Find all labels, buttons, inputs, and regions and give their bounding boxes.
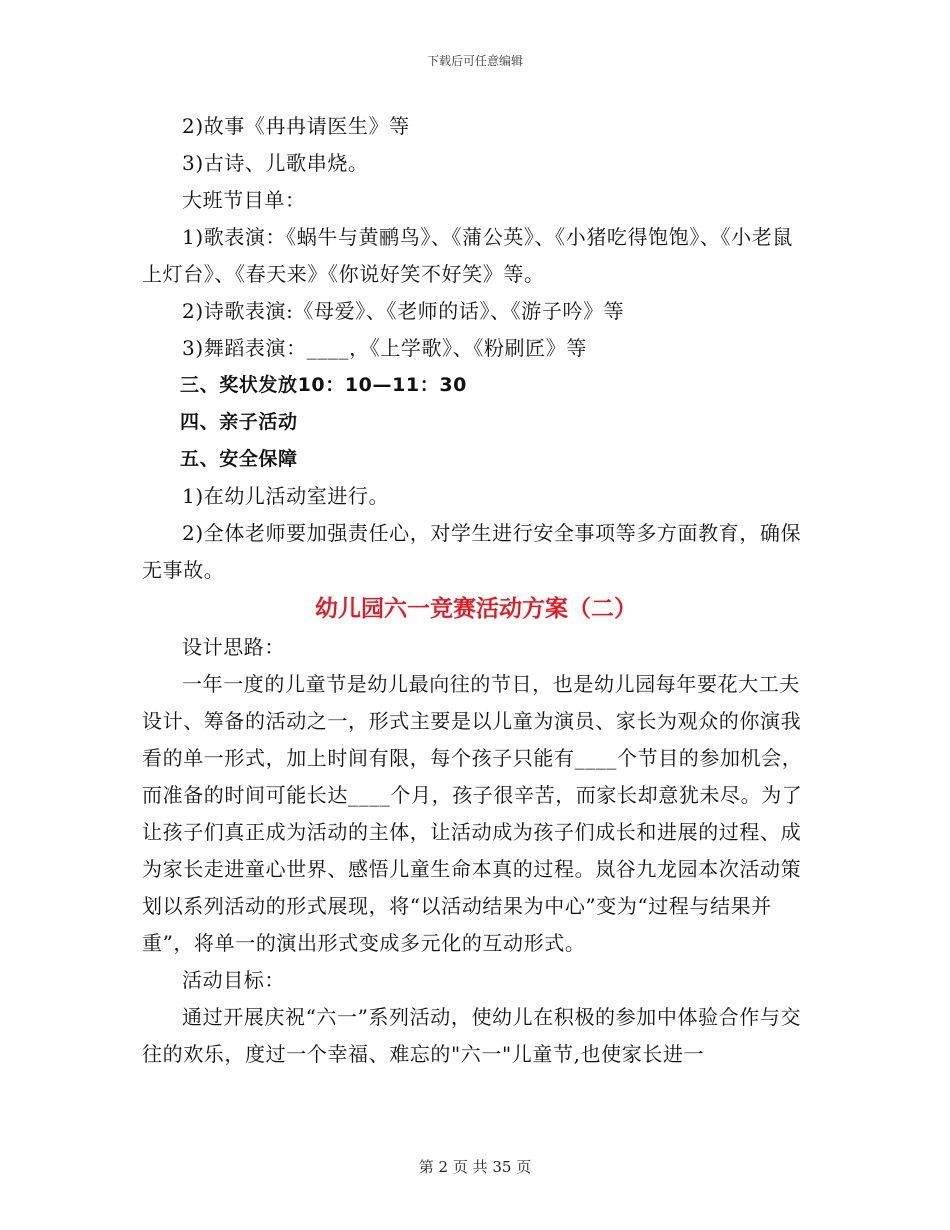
section-heading-awards: 三、奖状发放10：10—11：30 [180, 374, 467, 396]
paragraph-goals-label: 活动目标： [182, 968, 285, 992]
paragraph-design-idea-label: 设计思路： [182, 635, 285, 659]
document-title: 幼儿园六一竞赛活动方案（二） [315, 596, 637, 622]
paragraph-dance-performance: 3)舞蹈表演：____，《上学歌》、《粉刷匠》等 [182, 336, 587, 360]
paragraph-teacher-responsibility: 2)全体老师要加强责任心，对学生进行安全事项等多方面教育，确保无事故。 [142, 521, 802, 582]
section-heading-safety: 五、安全保障 [180, 448, 298, 470]
paragraph-senior-class-program: 大班节目单： [182, 188, 306, 212]
section-heading-parent-child: 四、亲子活动 [180, 411, 298, 433]
paragraph-song-performance: 1)歌表演：《蜗牛与黄鹂鸟》、《蒲公英》、《小猪吃得饱饱》、《小老鼠上灯台》、《春天来》《你说好笑不好笑》等。 [142, 225, 793, 286]
paragraph-venue: 1)在幼儿活动室进行。 [182, 484, 390, 508]
paragraph-poetry-performance: 2)诗歌表演:《母爱》、《老师的话》、《游子吟》等 [182, 299, 625, 323]
paragraph-story: 2)故事《冉冉请医生》等 [182, 114, 410, 138]
document-body [142, 108, 810, 1073]
paragraph-poems: 3)古诗、儿歌串烧。 [182, 151, 369, 175]
page-header-note: 下载后可任意编辑 [426, 54, 523, 68]
page-number-footer: 第 2 页 共 35 页 [418, 1158, 532, 1176]
paragraph-goals: 通过开展庆祝“六一”系列活动，使幼儿在积极的参加中体验合作与交往的欢乐，度过一个幸福、难忘的"六一"儿童节,也使家长进一 [142, 1005, 802, 1066]
paragraph-design-idea: 一年一度的儿童节是幼儿最向往的节日，也是幼儿园每年要花大工夫设计、筹备的活动之一，形式主要是以儿童为演员、家长为观众的你演我看的单一形式，加上时间有限，每个孩子只能有____个节目的参加机会，而准备的时间可能长达____个月，孩子很辛苦，而家长却意犹未尽。为了让孩子们真正成为活动的主体，让活动成为孩子们成长和进展的过程、成为家长走进童心世界、感悟儿童生命本真的过程。岚谷九龙园本次活动策划以系列活动的形式展现，将“以活动结果为中心”变为“过程与结果并重”，将单一的演出形式变成多元化的互动形式。 [142, 672, 803, 955]
